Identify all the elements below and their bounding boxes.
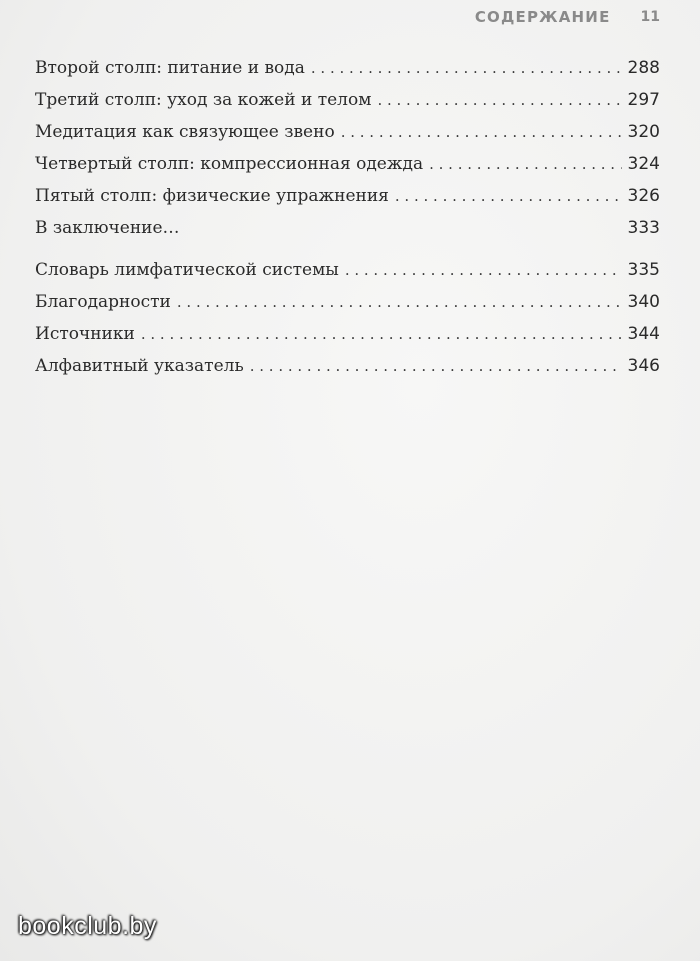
toc-entry-title: Второй столп: питание и вода	[35, 58, 305, 78]
toc-entry[interactable]	[35, 84, 660, 116]
toc-entry-title: Источники	[35, 324, 135, 344]
toc-entry-title: Благодарности	[35, 292, 171, 312]
toc-entry-page: 297	[627, 90, 660, 110]
dot-leader	[395, 180, 622, 212]
toc-entry[interactable]	[35, 148, 660, 180]
dot-leader	[341, 116, 622, 148]
dot-leader	[177, 286, 622, 318]
running-header	[475, 5, 660, 29]
dot-leader	[141, 318, 622, 350]
section-gap	[35, 244, 660, 254]
toc-entry-title: Четвертый столп: компрессионная одежда	[35, 154, 424, 174]
toc-entry-page: 344	[627, 324, 660, 344]
table-of-contents	[35, 52, 660, 382]
toc-entry-title: Алфавитный указатель	[35, 356, 244, 376]
toc-entry-title: Медитация как связующее звено	[35, 122, 335, 142]
toc-entry[interactable]	[35, 52, 660, 84]
toc-entry-page: 326	[627, 186, 660, 206]
toc-entry[interactable]	[35, 318, 660, 350]
toc-entry[interactable]	[35, 180, 660, 212]
toc-entry-page: 320	[627, 122, 660, 142]
toc-entry-page: 346	[627, 356, 660, 376]
toc-entry-page: 333	[627, 218, 660, 238]
dot-leader	[250, 350, 622, 382]
toc-entry[interactable]	[35, 286, 660, 318]
toc-entry-title: Пятый столп: физические упражнения	[35, 186, 389, 206]
dot-leader	[377, 84, 621, 116]
page-number: 11	[640, 9, 660, 25]
toc-entry[interactable]	[35, 350, 660, 382]
toc-entry-title: Третий столп: уход за кожей и телом	[35, 90, 372, 110]
toc-entry[interactable]	[35, 212, 660, 244]
toc-entry-page: 288	[627, 58, 660, 78]
toc-entry-title: В заключение…	[35, 218, 180, 238]
toc-entry[interactable]	[35, 116, 660, 148]
dot-leader	[429, 148, 621, 180]
toc-entry-page: 340	[627, 292, 660, 312]
toc-entry-title: Словарь лимфатической системы	[35, 260, 339, 280]
dot-leader	[311, 52, 622, 84]
toc-entry[interactable]	[35, 254, 660, 286]
dot-leader	[345, 254, 622, 286]
toc-entry-page: 335	[627, 260, 660, 280]
toc-entry-page: 324	[627, 154, 660, 174]
section-title: СОДЕРЖАНИЕ	[474, 8, 611, 26]
site-watermark: bookclub.by	[18, 912, 157, 940]
